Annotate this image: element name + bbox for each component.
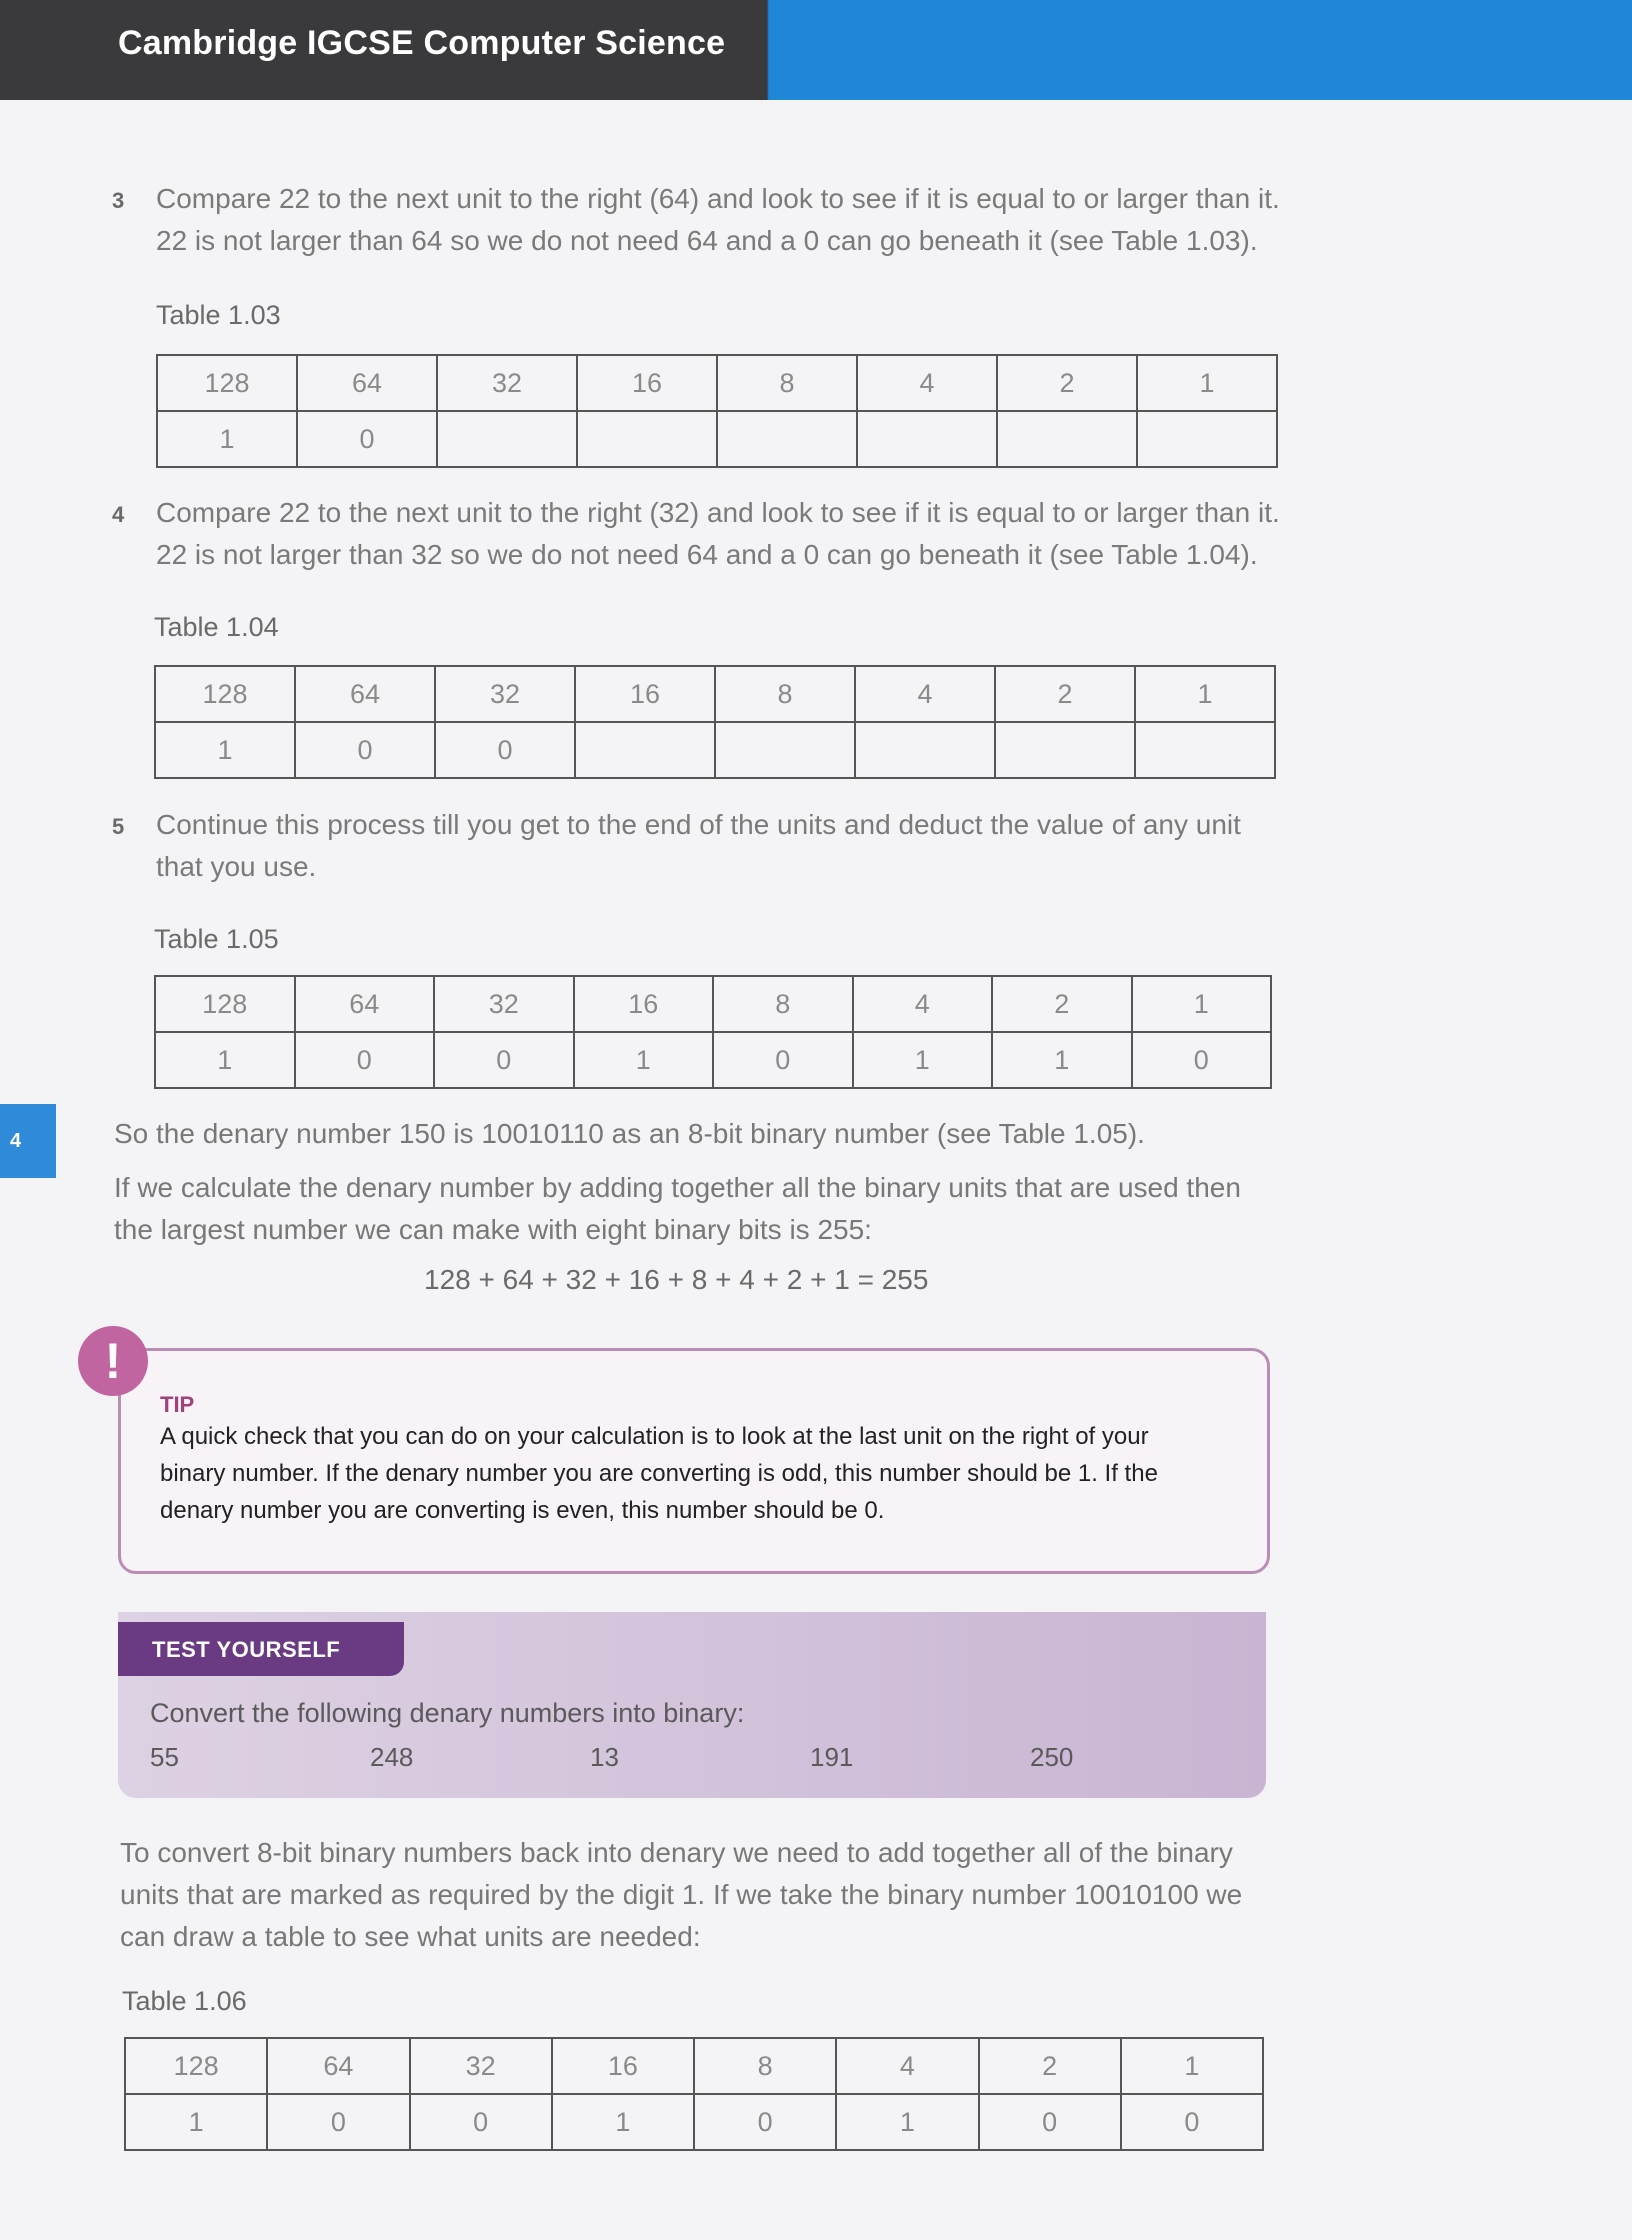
table-cell: 16 xyxy=(577,355,717,411)
table-cell: 1 xyxy=(1132,976,1272,1032)
page-header xyxy=(0,0,1632,100)
convert-text: To convert 8-bit binary numbers back into denary we need to add together all of the binary units that are marked as required by the digit 1. If we take the binary number 10010100 we can draw a table to see what units are needed: xyxy=(120,1837,1243,1952)
table-cell: 0 xyxy=(713,1032,853,1088)
table-cell xyxy=(857,411,997,467)
step-text: Compare 22 to the next unit to the right (32) and look to see if it is equal to or larger than it. 22 is not larger than 32 so we do not need 64 and a 0 can go beneath it (see Table 1.04). xyxy=(156,497,1280,570)
table-cell: 0 xyxy=(435,722,575,778)
table-cell: 0 xyxy=(410,2094,552,2150)
table-cell: 0 xyxy=(694,2094,836,2150)
table-cell: 128 xyxy=(125,2038,267,2094)
table-caption: Table 1.03 xyxy=(156,300,281,330)
table-cell xyxy=(1135,722,1275,778)
table-cell xyxy=(437,411,577,467)
table-cell xyxy=(855,722,995,778)
table-cell xyxy=(997,411,1137,467)
table-cell: 64 xyxy=(295,666,435,722)
test-yourself-tab xyxy=(118,1622,404,1676)
table-row-units xyxy=(155,666,1275,722)
table-cell: 128 xyxy=(157,355,297,411)
table-cell: 0 xyxy=(979,2094,1121,2150)
table-cell: 8 xyxy=(717,355,857,411)
table-cell: 1 xyxy=(853,1032,993,1088)
table-cell: 32 xyxy=(435,666,575,722)
table-cell: 128 xyxy=(155,976,295,1032)
table-row-units xyxy=(155,976,1271,1032)
sum-equation: 128 + 64 + 32 + 16 + 8 + 4 + 2 + 1 = 255 xyxy=(424,1264,929,1295)
table-cell: 1 xyxy=(155,722,295,778)
table-row-bits xyxy=(155,722,1275,778)
table-cell: 1 xyxy=(155,1032,295,1088)
table-row-bits xyxy=(157,411,1277,467)
table-cell: 1 xyxy=(1121,2038,1263,2094)
table-cell xyxy=(717,411,857,467)
table-cell: 8 xyxy=(694,2038,836,2094)
table-cell: 0 xyxy=(295,1032,435,1088)
table-cell: 32 xyxy=(437,355,577,411)
table-cell: 16 xyxy=(574,976,714,1032)
step-3 xyxy=(112,178,1282,262)
table-cell: 64 xyxy=(267,2038,409,2094)
table-cell xyxy=(577,411,717,467)
step-number: 3 xyxy=(112,188,125,213)
largest-number-text: If we calculate the denary number by adding together all the binary units that are used then the largest number we can make with eight binary bits is 255: xyxy=(114,1172,1241,1245)
test-number: 191 xyxy=(810,1742,854,1772)
step-text: Continue this process till you get to the end of the units and deduct the value of any unit that you use. xyxy=(156,809,1241,882)
step-4 xyxy=(112,492,1282,576)
step-number: 4 xyxy=(112,502,125,527)
binary-table-1-06 xyxy=(124,2037,1264,2151)
table-cell xyxy=(715,722,855,778)
table-cell xyxy=(1137,411,1277,467)
table-row-units xyxy=(125,2038,1263,2094)
table-cell: 32 xyxy=(410,2038,552,2094)
test-yourself-label: TEST YOURSELF xyxy=(152,1637,341,1662)
table-row-units xyxy=(157,355,1277,411)
table-cell: 1 xyxy=(836,2094,978,2150)
binary-table-1-03 xyxy=(156,354,1278,468)
table-cell: 1 xyxy=(1137,355,1277,411)
table-cell: 2 xyxy=(992,976,1132,1032)
table-cell: 0 xyxy=(295,722,435,778)
table-cell: 64 xyxy=(297,355,437,411)
test-number: 55 xyxy=(150,1742,179,1772)
table-cell: 2 xyxy=(995,666,1135,722)
test-number: 13 xyxy=(590,1742,619,1772)
table-caption: Table 1.06 xyxy=(122,1986,247,2016)
table-cell: 128 xyxy=(155,666,295,722)
binary-table-1-04 xyxy=(154,665,1276,779)
table-cell: 1 xyxy=(552,2094,694,2150)
table-cell xyxy=(995,722,1135,778)
table-cell: 32 xyxy=(434,976,574,1032)
table-cell xyxy=(575,722,715,778)
table-cell: 1 xyxy=(125,2094,267,2150)
table-cell: 4 xyxy=(853,976,993,1032)
table-caption: Table 1.05 xyxy=(154,924,279,954)
table-cell: 2 xyxy=(979,2038,1121,2094)
table-cell: 1 xyxy=(1135,666,1275,722)
test-number: 248 xyxy=(370,1742,414,1772)
table-cell: 64 xyxy=(295,976,435,1032)
table-cell: 0 xyxy=(297,411,437,467)
tip-text: A quick check that you can do on your calculation is to look at the last unit on the right of your binary number. If the denary number you are converting is odd, this number should be 1. If the denary number you are converting is even, this number should be 0. xyxy=(160,1423,1158,1524)
table-cell: 4 xyxy=(857,355,997,411)
table-row-bits xyxy=(125,2094,1263,2150)
table-cell: 8 xyxy=(715,666,855,722)
exclamation-icon: ! xyxy=(78,1326,148,1396)
book-title: Cambridge IGCSE Computer Science xyxy=(118,24,726,62)
table-cell: 0 xyxy=(1132,1032,1272,1088)
step-text: Compare 22 to the next unit to the right (64) and look to see if it is equal to or larger than it. 22 is not larger than 64 so we do not need 64 and a 0 can go beneath it (see Table 1.03). xyxy=(156,183,1280,256)
step-5 xyxy=(112,804,1282,888)
table-cell: 4 xyxy=(836,2038,978,2094)
binary-table-1-05 xyxy=(154,975,1272,1089)
table-cell: 0 xyxy=(1121,2094,1263,2150)
table-cell: 1 xyxy=(574,1032,714,1088)
table-cell: 0 xyxy=(434,1032,574,1088)
test-number: 250 xyxy=(1030,1742,1074,1772)
table-cell: 4 xyxy=(855,666,995,722)
step-number: 5 xyxy=(112,814,125,839)
table-cell: 8 xyxy=(713,976,853,1032)
table-row-bits xyxy=(155,1032,1271,1088)
page-number: 4 xyxy=(10,1130,22,1152)
tip-label: TIP xyxy=(160,1392,195,1417)
result-text: So the denary number 150 is 10010110 as an 8-bit binary number (see Table 1.05). xyxy=(114,1118,1145,1149)
table-cell: 0 xyxy=(267,2094,409,2150)
table-cell: 16 xyxy=(552,2038,694,2094)
table-caption: Table 1.04 xyxy=(154,612,279,642)
table-cell: 16 xyxy=(575,666,715,722)
test-prompt: Convert the following denary numbers into binary: xyxy=(150,1698,745,1728)
table-cell: 2 xyxy=(997,355,1137,411)
page-number-tab xyxy=(0,1104,56,1178)
table-cell: 1 xyxy=(157,411,297,467)
table-cell: 1 xyxy=(992,1032,1132,1088)
